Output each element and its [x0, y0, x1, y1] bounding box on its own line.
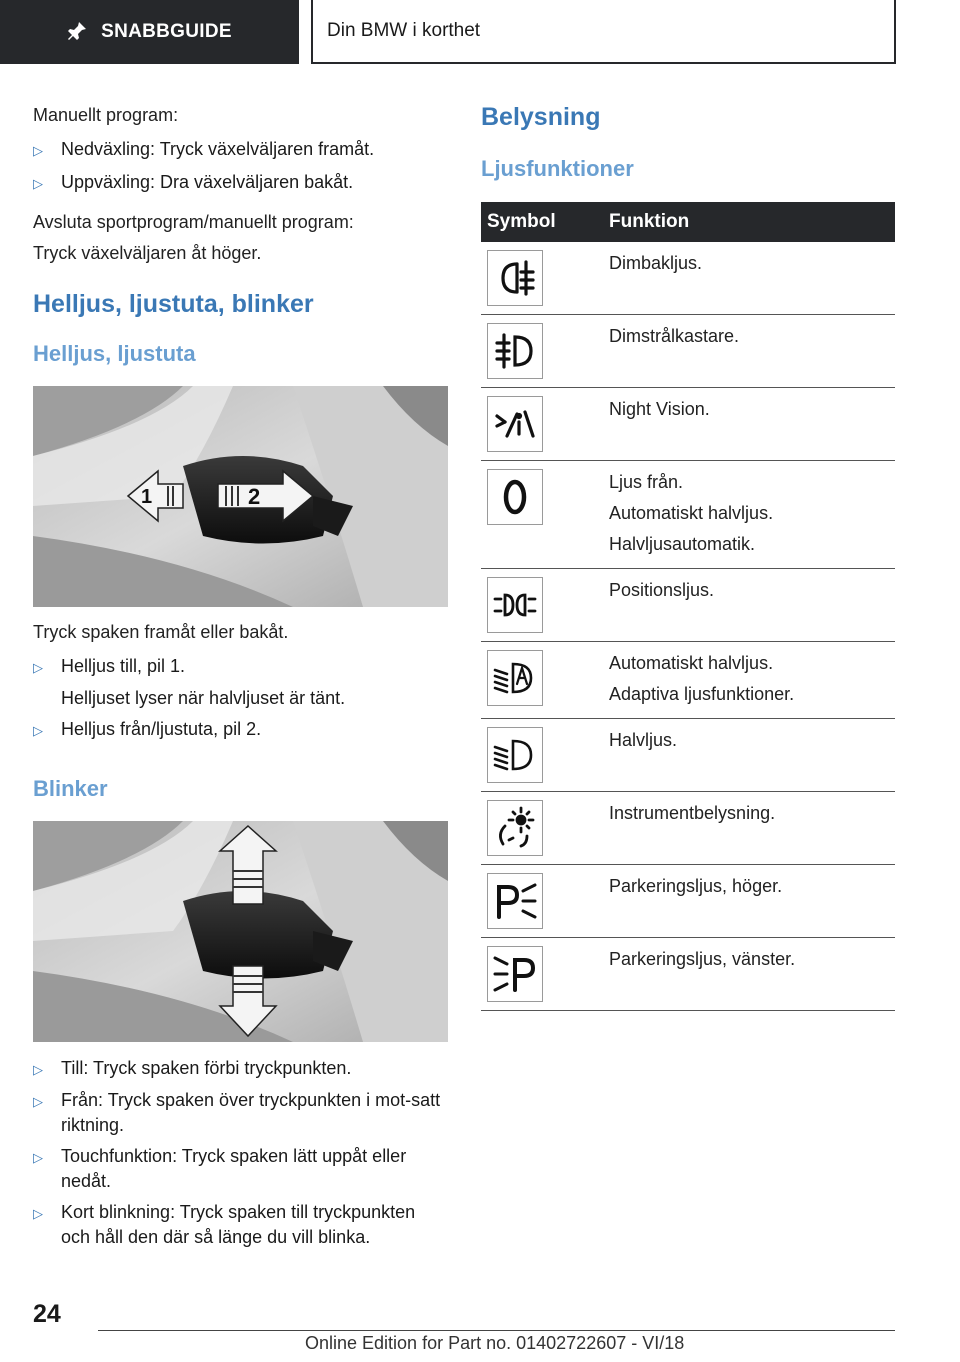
- auto-low-beam-icon: [487, 650, 543, 706]
- bullet-triangle-icon: ▷: [33, 1094, 43, 1109]
- pin-icon: [67, 22, 87, 42]
- function-text: Halvljus.: [609, 730, 678, 750]
- chapter-title: [311, 0, 896, 64]
- function-text: Parkeringsljus, höger.: [609, 876, 783, 896]
- night-vision-icon: [487, 396, 543, 452]
- table-row: [481, 719, 895, 792]
- table-row: [481, 642, 895, 719]
- function-text: Parkeringsljus, vänster.: [609, 949, 796, 969]
- table-row: [481, 388, 895, 461]
- table-header-function: Funktion: [609, 202, 895, 242]
- high-beam-photo: [33, 386, 448, 607]
- table-row: [481, 569, 895, 642]
- bullet-triangle-icon: ▷: [33, 176, 43, 191]
- bullet-triangle-icon: ▷: [33, 1206, 43, 1221]
- table-row: [481, 792, 895, 865]
- subheading-blinker: Blinker: [33, 776, 108, 801]
- footer-divider: [98, 1330, 895, 1331]
- subheading-high-beam: Helljus, ljustuta: [33, 341, 196, 366]
- edition-note: Online Edition for Part no. 01402722607 - VI/18: [305, 1333, 685, 1353]
- bullet-triangle-icon: ▷: [33, 660, 43, 675]
- position-lights-icon: [487, 577, 543, 633]
- list-item: ▷ Helljus till, pil 1.: [33, 654, 448, 680]
- section-tab[interactable]: [0, 0, 299, 64]
- section-heading-lighting: Belysning: [481, 103, 601, 131]
- subheading-light-functions: Ljusfunktioner: [481, 156, 634, 181]
- parking-light-left-icon: [487, 946, 543, 1002]
- high-beam-instruction: Tryck spaken framåt eller bakåt.: [33, 622, 289, 642]
- front-fog-light-icon: [487, 323, 543, 379]
- table-header-row: [481, 202, 895, 242]
- table-row: [481, 938, 895, 1011]
- page-number: 24: [33, 1300, 61, 1328]
- bullet-triangle-icon: ▷: [33, 1150, 43, 1165]
- light-functions-table: [481, 202, 895, 1011]
- function-text: Instrumentbelysning.: [609, 803, 776, 823]
- section-tab-label: SNABBGUIDE: [101, 21, 232, 42]
- function-text: Dimbakljus.: [609, 253, 703, 273]
- arrow-label-1: 1: [141, 486, 153, 508]
- table-row: [481, 242, 895, 315]
- parking-light-right-icon: [487, 873, 543, 929]
- section-heading-high-beam: Helljus, ljustuta, blinker: [33, 290, 314, 318]
- left-column: [33, 100, 448, 1250]
- table-row: [481, 461, 895, 569]
- bullet-triangle-icon: ▷: [33, 723, 43, 738]
- bullet-triangle-icon: ▷: [33, 143, 43, 158]
- function-text: Night Vision.: [609, 399, 710, 419]
- list-item: ▷ Helljus från/ljustuta, pil 2.: [33, 717, 448, 743]
- low-beam-icon: [487, 727, 543, 783]
- right-column: [481, 100, 895, 1011]
- table-header-symbol: Symbol: [481, 202, 609, 242]
- end-program-label: Avsluta sportprogram/manuellt program:: [33, 212, 354, 232]
- chapter-title-text: Din BMW i korthet: [327, 20, 481, 41]
- function-text: Automatiskt halvljus.: [609, 503, 774, 523]
- table-row: [481, 315, 895, 388]
- manual-program-label: Manuellt program:: [33, 105, 179, 125]
- function-text: Halvljusautomatik.: [609, 534, 756, 554]
- arrow-label-2: 2: [248, 484, 261, 509]
- lights-off-icon: [487, 469, 543, 525]
- list-item: ▷ Touchfunktion: Tryck spaken lätt uppåt eller nedåt.: [33, 1144, 448, 1194]
- function-text: Ljus från.: [609, 472, 684, 492]
- function-text: Automatiskt halvljus.: [609, 653, 774, 673]
- rear-fog-light-icon: [487, 250, 543, 306]
- blinker-photo: [33, 821, 448, 1042]
- instrument-lighting-icon: [487, 800, 543, 856]
- list-item: ▷ Kort blinkning: Tryck spaken till tryckpunkten och håll den där så länge du vill blinka.: [33, 1200, 448, 1250]
- list-item: ▷ Från: Tryck spaken över tryckpunkten i mot-satt riktning.: [33, 1088, 448, 1138]
- list-item: ▷ Till: Tryck spaken förbi tryckpunkten.: [33, 1056, 448, 1082]
- bullet-triangle-icon: ▷: [33, 1062, 43, 1077]
- function-text: Dimstrålkastare.: [609, 326, 740, 346]
- function-text: Positionsljus.: [609, 580, 715, 600]
- table-row: [481, 865, 895, 938]
- function-text: Adaptiva ljusfunktioner.: [609, 684, 795, 704]
- end-program-action: Tryck växelväljaren åt höger.: [33, 243, 262, 263]
- list-item: ▷ Nedväxling: Tryck växelväljaren framåt.: [33, 137, 448, 163]
- list-item-note: Helljuset lyser när halvljuset är tänt.: [61, 688, 346, 708]
- list-item: ▷ Uppväxling: Dra växelväljaren bakåt.: [33, 170, 448, 196]
